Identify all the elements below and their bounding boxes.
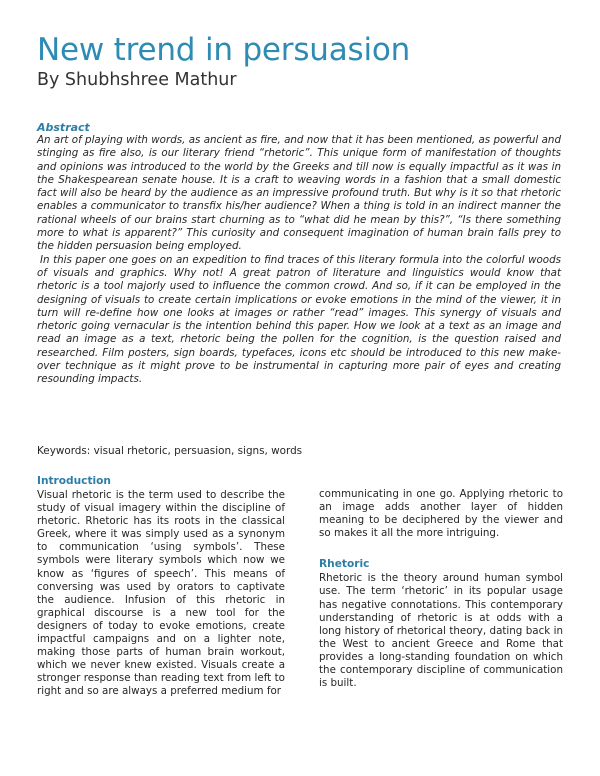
paper-title: New trend in persuasion <box>37 32 411 68</box>
right-column <box>319 488 563 690</box>
abstract-body <box>37 134 561 387</box>
introduction-text: Visual rhetoric is the term used to describe the study of visual imagery within the discipline of rhetoric. Rhetoric has its roots in the classical Greek, where it was simply used as a synonym to communication ‘using symbols’. These symbols were literary symbols which now we know as ‘figures of speech’. This means of conversing was used by orators to captivate the audience. Infusion of this rhetoric in graphical discourse is a new tool for the designers of today to evoke emotions, create impactful campaigns and on a lighter note, making those parts of human brain workout, which we never knew existed. Visuals create a stronger response than reading text from left to right and so are always a preferred medium for <box>37 489 285 698</box>
keywords-line: Keywords: visual rhetoric, persuasion, signs, words <box>37 445 303 457</box>
rhetoric-text: Rhetoric is the theory around human symbol use. The term ‘rhetoric’ in its popular usage has negative connotations. This contemporary understanding of rhetoric is at odds with a long history of rhetorical theory, dating back in the West to ancient Greece and Rome that provides a long-standing foundation on which the contemporary discipline of communication is built. <box>319 572 563 690</box>
introduction-heading: Introduction <box>37 475 111 487</box>
abstract-paragraph: An art of playing with words, as ancient as fire, and now that it has been mentioned, as powerful and stinging as fire also, is our literary friend “rhetoric”. This unique form of manifestation of thoughts and opinions was introduced to the world by the Greeks and till now is equally impactful as it was in the Shakespearean senate house. It is a craft to weaving words in a fashion that a small domestic fact will also be heard by the audience as an impressive profound truth. But why is it so that rhetoric enables a communicator to transfix his/her audience? When a thing is told in an indirect manner the rational wheels of our brains start churning as to “what did he mean by this?”, “Is there something more to what is apparent?” This curiosity and consequent imagination of human brain falls prey to the hidden persuasion being employed. <box>37 134 561 253</box>
rhetoric-heading: Rhetoric <box>319 558 370 571</box>
left-column <box>37 474 285 699</box>
author-byline: By Shubhshree Mathur <box>37 70 237 90</box>
abstract-heading: Abstract <box>37 121 90 134</box>
introduction-text-continued: communicating in one go. Applying rhetoric to an image adds another layer of hidden meaning to be deciphered by the viewer and so makes it all the more intriguing. <box>319 488 563 540</box>
abstract-paragraph: In this paper one goes on an expedition to find traces of this literary formula into the colorful woods of visuals and graphics. Why not! A great patron of literature and linguistics would know that rhetoric is a tool majorly used to influence the common crowd. And so, if it can be employed in the designing of visuals to create certain implications or evoke emotions in the mind of the viewer, it in turn will re-define how one looks at images or rather “read” images. This synergy of visuals and rhetoric going vernacular is the intention behind this paper. How we look at a text as an image and read an image as a text, rhetoric being the pollen for the cognition, is the question raised and researched. Film posters, sign boards, typefaces, icons etc should be introduced to this new make-over technique as it might prove to be instrumental in capturing more pair of eyes and creating resounding impacts. <box>37 253 561 386</box>
